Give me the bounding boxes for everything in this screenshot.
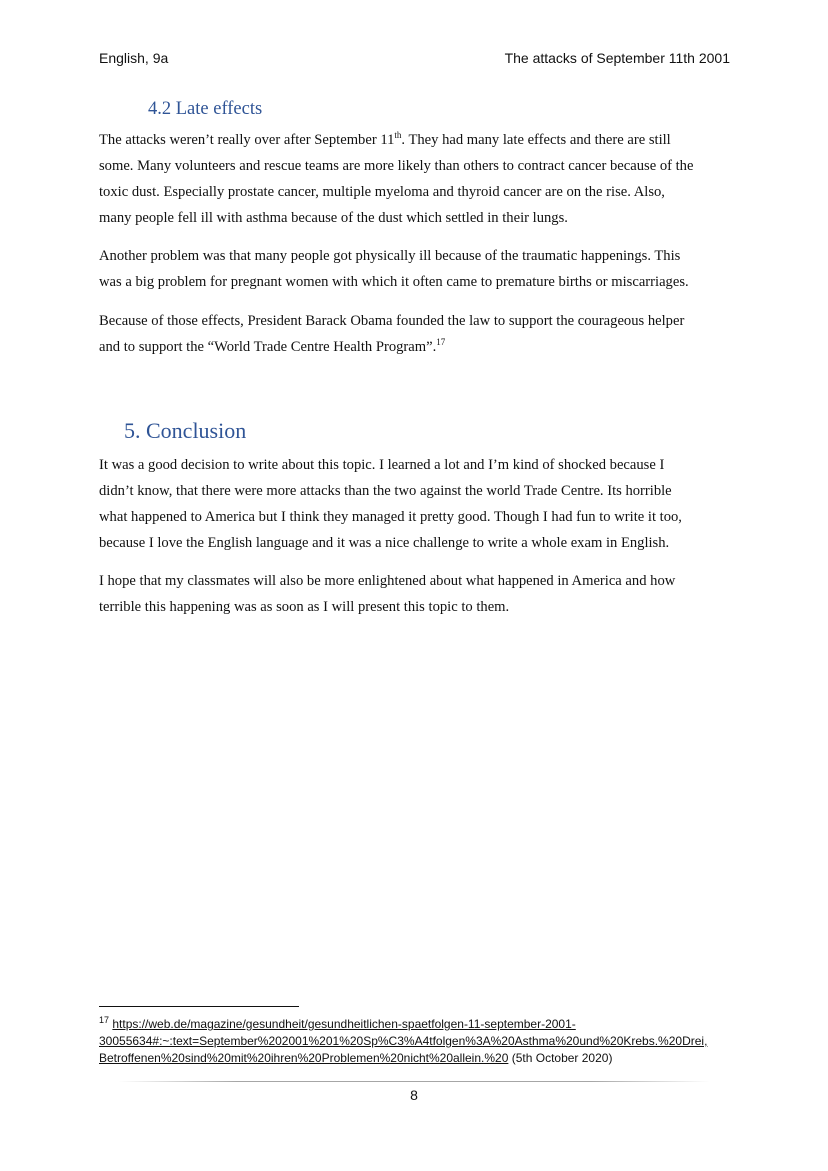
late-effects-paragraph-2: Another problem was that many people got physically ill because of the traumatic happenings. This was a big problem for pregnant women with which it often came to premature births or miscarriages.: [99, 248, 689, 290]
conclusion-paragraph-1: It was a good decision to write about this topic. I learned a lot and I’m kind of shocked because I didn’t know, that there were more attacks than the two against the world Trade Centre. Its horrible what happened to America but I think they managed it pretty good. Though I had fun to write it too, because I love the English language and it was a nice challenge to write a whole exam in English.: [99, 457, 682, 551]
late-effects-paragraph-1: The attacks weren’t really over after September 11th. They had many late effects and there are still some. Many volunteers and rescue teams are more likely than others to contract cancer because of the toxic dust. Especially prostate cancer, multiple myeloma and thyroid cancer are on the rise. Also, many people fell ill with asthma because of the dust which settled in their lungs.: [99, 130, 694, 226]
conclusion-paragraph-2: I hope that my classmates will also be more enlightened about what happened in America and how terrible this happening was as soon as I will present this topic to them.: [99, 573, 676, 615]
footnote-number: 17: [99, 1015, 110, 1025]
page-footer-divider: [118, 1081, 710, 1082]
page-number: 8: [410, 1087, 418, 1103]
footnote-link-continued[interactable]: Betroffenen%20sind%20mit%20ihren%20Problemen%20nicht%20allein.%20: [99, 1051, 509, 1065]
section-heading-conclusion: 5. Conclusion: [124, 418, 247, 443]
footnote-reference[interactable]: 17: [436, 337, 446, 348]
header-subject: English, 9a: [99, 50, 169, 66]
footnote-link[interactable]: https://web.de/magazine/gesundheit/gesundheitlichen-spaetfolgen-11-september-2001-: [112, 1017, 576, 1031]
footnote-separator: [99, 1006, 299, 1007]
footnote-link-continued[interactable]: 30055634#:~:text=September%202001%201%20Sp%C3%A4tfolgen%3A%20Asthma%20und%20Krebs.%20Drei,: [99, 1034, 708, 1048]
header-title: The attacks of September 11th 2001: [504, 50, 730, 66]
late-effects-paragraph-3: Because of those effects, President Barack Obama founded the law to support the courageous helper and to support the “World Trade Centre Health Program”.$^{17}$: [99, 313, 685, 355]
superscript-th: th: [394, 130, 402, 141]
footnote: [99, 1016, 739, 1067]
footnote-date: (5th October 2020): [508, 1051, 613, 1065]
section-heading-late-effects: 4.2 Late effects: [148, 99, 263, 119]
